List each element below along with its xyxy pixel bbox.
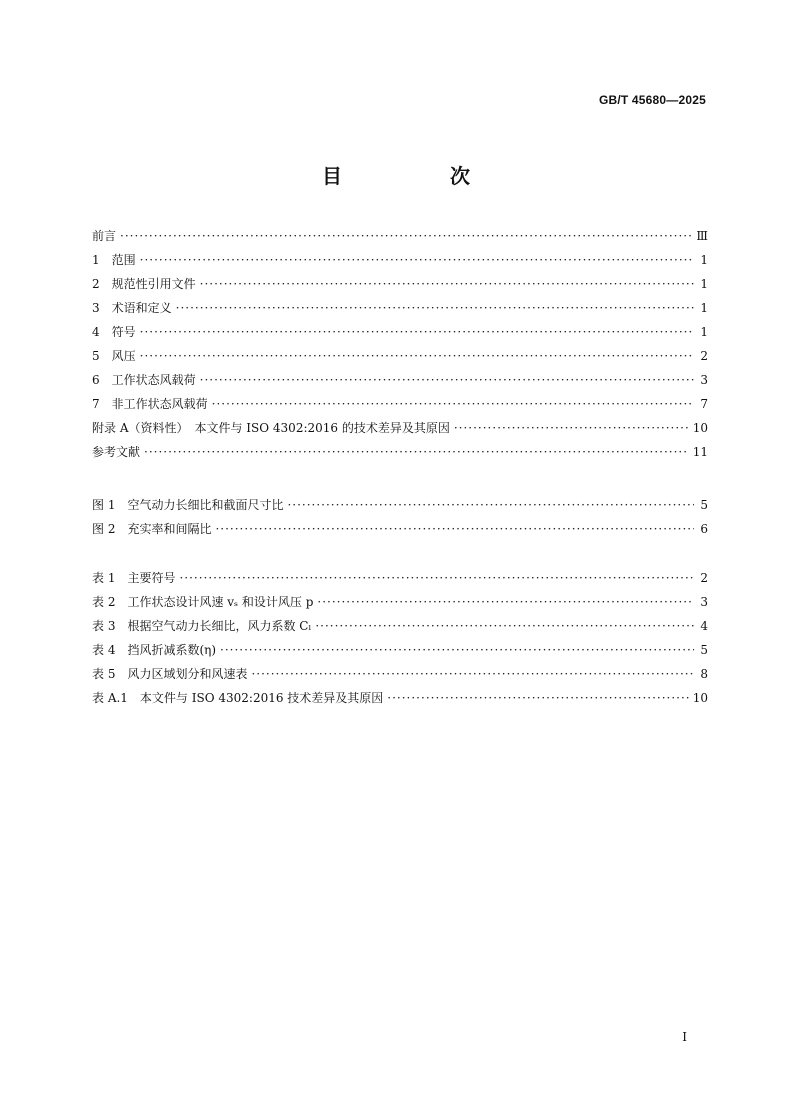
toc-entry-page: 7	[700, 397, 708, 411]
toc-entry-symbols[interactable]	[92, 320, 708, 344]
toc-entry-label: 7 非工作状态风载荷	[92, 397, 208, 411]
leader-dots	[140, 248, 694, 272]
toc-entry-label: 表 4 挡风折减系数(η)	[92, 643, 217, 657]
toc-entry-annex-a[interactable]	[92, 416, 708, 440]
toc-entry-label: 表 1 主要符号	[92, 571, 176, 585]
toc-entry-table-4[interactable]	[92, 638, 708, 662]
toc-entry-page: 6	[700, 522, 708, 536]
toc-entry-page: 3	[700, 595, 708, 609]
toc-entry-page: 10	[692, 421, 708, 435]
toc-entry-table-3[interactable]	[92, 614, 708, 638]
leader-dots	[287, 493, 694, 517]
leader-dots	[200, 272, 694, 296]
toc-entry-bibliography[interactable]	[92, 440, 708, 464]
toc-entry-label: 3 术语和定义	[92, 301, 172, 315]
toc-entry-figure-1[interactable]	[92, 493, 708, 517]
leader-dots	[200, 368, 694, 392]
leader-dots	[251, 662, 694, 686]
toc-entry-label: 参考文献	[92, 445, 141, 459]
toc-entry-label: 附录 A（资料性） 本文件与 ISO 4302:2016 的技术差异及其原因	[92, 421, 450, 435]
toc-entry-page: 5	[700, 643, 708, 657]
toc-entry-label: 5 风压	[92, 349, 136, 363]
leader-dots	[220, 638, 694, 662]
leader-dots	[179, 566, 694, 590]
toc-entry-label: 图 1 空气动力长细比和截面尺寸比	[92, 498, 284, 512]
toc-entry-page: 11	[692, 445, 708, 459]
toc-table-list	[92, 566, 708, 710]
leader-dots	[212, 392, 694, 416]
toc-entry-table-1[interactable]	[92, 566, 708, 590]
toc-entry-label: 4 符号	[92, 325, 136, 339]
toc-entry-label: 2 规范性引用文件	[92, 277, 196, 291]
toc-entry-page: 1	[700, 325, 708, 339]
toc-main-list	[92, 224, 708, 464]
toc-entry-table-5[interactable]	[92, 662, 708, 686]
toc-entry-label: 图 2 充实率和间隔比	[92, 522, 212, 536]
page-number: I	[682, 1030, 687, 1044]
leader-dots	[120, 224, 692, 248]
toc-entry-page: 1	[700, 301, 708, 315]
toc-entry-label: 1 范围	[92, 253, 136, 267]
toc-entry-foreword[interactable]	[92, 224, 708, 248]
toc-entry-out-of-service-wind-load[interactable]	[92, 392, 708, 416]
toc-entry-table-a1[interactable]	[92, 686, 708, 710]
toc-entry-page: 4	[700, 619, 708, 633]
toc-figure-list	[92, 493, 708, 541]
toc-entry-page: 5	[700, 498, 708, 512]
toc-entry-in-service-wind-load[interactable]	[92, 368, 708, 392]
toc-entry-page: 1	[700, 253, 708, 267]
toc-entry-page: 10	[692, 691, 708, 705]
leader-dots	[454, 416, 689, 440]
standard-code: GB/T 45680—2025	[598, 93, 706, 107]
leader-dots	[140, 320, 694, 344]
leader-dots	[387, 686, 688, 710]
toc-entry-scope[interactable]	[92, 248, 708, 272]
leader-dots	[176, 296, 694, 320]
toc-entry-terms[interactable]	[92, 296, 708, 320]
toc-entry-page: 2	[700, 349, 708, 363]
toc-entry-wind-pressure[interactable]	[92, 344, 708, 368]
toc-entry-label: 表 A.1 本文件与 ISO 4302:2016 技术差异及其原因	[92, 691, 384, 705]
toc-entry-page: 1	[700, 277, 708, 291]
leader-dots	[315, 614, 694, 638]
leader-dots	[144, 440, 689, 464]
toc-entry-label: 表 3 根据空气动力长细比，风力系数 Cₗ	[92, 619, 312, 633]
toc-entry-table-2[interactable]	[92, 590, 708, 614]
toc-entry-page: 8	[700, 667, 708, 681]
leader-dots	[140, 344, 694, 368]
toc-entry-label: 表 2 工作状态设计风速 vₛ 和设计风压 p	[92, 595, 314, 609]
toc-entry-page: 2	[700, 571, 708, 585]
toc-entry-label: 6 工作状态风载荷	[92, 373, 196, 387]
toc-entry-page: 3	[700, 373, 708, 387]
toc-entry-figure-2[interactable]	[92, 517, 708, 541]
toc-entry-normative-references[interactable]	[92, 272, 708, 296]
leader-dots	[317, 590, 694, 614]
page-title: 目 次	[322, 164, 514, 188]
toc-entry-label: 表 5 风力区域划分和风速表	[92, 667, 248, 681]
leader-dots	[215, 517, 694, 541]
toc-entry-page: Ⅲ	[696, 229, 708, 243]
toc-entry-label: 前言	[92, 229, 117, 243]
